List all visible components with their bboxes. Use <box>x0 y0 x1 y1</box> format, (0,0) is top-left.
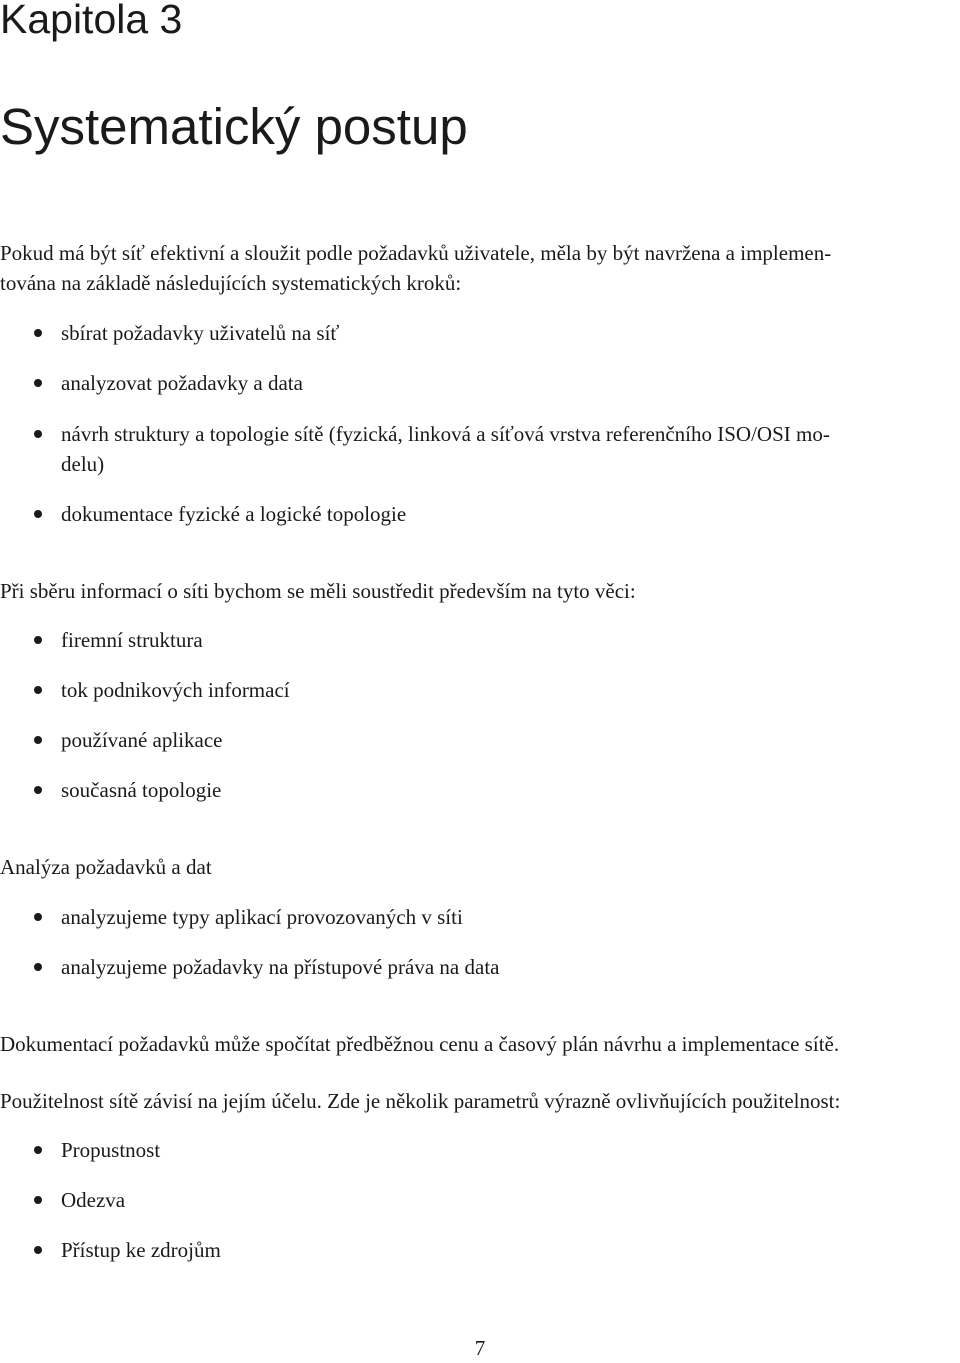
list-item-text: dokumentace fyzické a logické topologie <box>61 502 407 526</box>
bullet-icon <box>34 1196 42 1204</box>
bullet-icon <box>34 786 42 794</box>
bullet-icon <box>34 963 42 971</box>
bullet-icon <box>34 379 42 387</box>
bullet-icon <box>34 686 42 694</box>
bullet-icon <box>34 1246 42 1254</box>
list-item-text-line-1: návrh struktury a topologie sítě (fyzická, linková a síťová vrstva referenčního ISO/OSI mo- <box>61 422 830 446</box>
list-item-text: Odezva <box>61 1188 126 1212</box>
list-item-text: používané aplikace <box>61 728 223 752</box>
usability-paragraph: Použitelnost sítě závisí na jejím účelu. Zde je několik parametrů výrazně ovlivňujících použitelnost: <box>0 1089 841 1113</box>
page-number: 7 <box>474 1336 486 1360</box>
analysis-heading: Analýza požadavků a dat <box>0 855 212 879</box>
intro-paragraph-line-2: tována na základě následujících systematických kroků: <box>0 271 462 295</box>
list-item-text: analyzovat požadavky a data <box>61 371 303 395</box>
chapter-title: Systematický postup <box>0 98 468 155</box>
list-item-text: Propustnost <box>61 1138 161 1162</box>
list-item-text: sbírat požadavky uživatelů na síť <box>61 321 340 345</box>
bullet-icon <box>34 913 42 921</box>
list-item-text: analyzujeme požadavky na přístupové práva na data <box>61 955 500 979</box>
bullet-icon <box>34 510 42 518</box>
documentation-paragraph: Dokumentací požadavků může spočítat předběžnou cenu a časový plán návrhu a implementace sítě. <box>0 1032 840 1056</box>
chapter-label: Kapitola 3 <box>0 0 183 42</box>
list-item-text: tok podnikových informací <box>61 678 290 702</box>
bullet-icon <box>34 1146 42 1154</box>
list-item-text: analyzujeme typy aplikací provozovaných v síti <box>61 905 463 929</box>
list-item-text-line-2: delu) <box>61 452 105 476</box>
intro-paragraph-line-1: Pokud má být síť efektivní a sloužit podle požadavků uživatele, měla by být navržena a implemen- <box>0 241 832 265</box>
list-item-text: firemní struktura <box>61 628 203 652</box>
bullet-icon <box>34 736 42 744</box>
bullet-icon <box>34 329 42 337</box>
bullet-icon <box>34 430 42 438</box>
list-item-text: Přístup ke zdrojům <box>61 1238 221 1262</box>
bullet-icon <box>34 636 42 644</box>
list-item-text: současná topologie <box>61 778 222 802</box>
gathering-paragraph: Při sběru informací o síti bychom se měli soustředit především na tyto věci: <box>0 579 636 603</box>
